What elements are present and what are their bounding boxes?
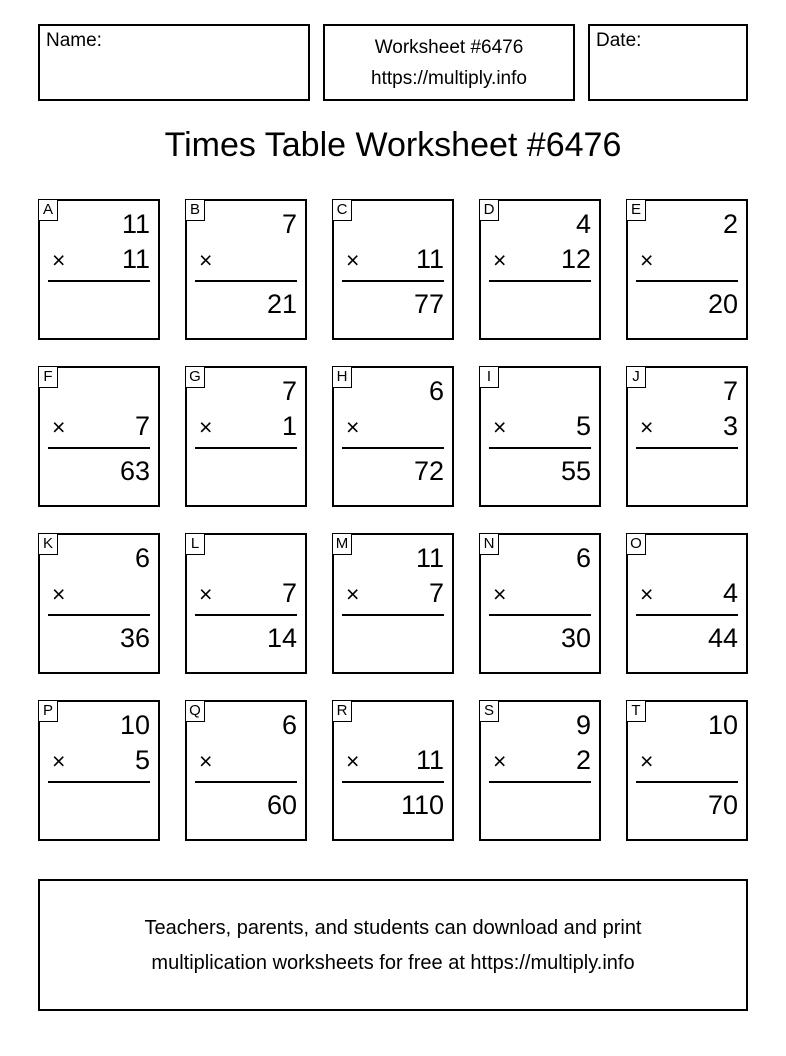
problem-card xyxy=(332,533,454,674)
multiplier: 2 xyxy=(575,745,591,775)
answer-line xyxy=(489,280,591,282)
multiply-sign: × xyxy=(346,414,360,440)
multiply-sign: × xyxy=(346,247,360,273)
date-label: Date: xyxy=(596,30,642,51)
answer-line xyxy=(195,447,297,449)
date-field-box xyxy=(588,24,748,101)
problem-card xyxy=(38,700,160,841)
product: 44 xyxy=(707,623,738,653)
answer-line xyxy=(195,280,297,282)
multiplier: 7 xyxy=(281,578,297,608)
multiplier: 1 xyxy=(281,411,297,441)
product: 70 xyxy=(707,790,738,820)
problem-card xyxy=(479,700,601,841)
multiply-sign: × xyxy=(493,581,507,607)
worksheet-id-box xyxy=(323,24,575,101)
answer-line xyxy=(342,280,444,282)
problem-card xyxy=(626,366,748,507)
multiply-sign: × xyxy=(199,748,213,774)
product: 36 xyxy=(119,623,150,653)
answer-line xyxy=(48,280,150,282)
problem-letter: N xyxy=(479,533,499,555)
problem-letter: F xyxy=(38,366,58,388)
multiplicand: 6 xyxy=(134,543,150,573)
answer-line xyxy=(48,614,150,616)
problem-letter: A xyxy=(38,199,58,221)
problem-card xyxy=(332,700,454,841)
worksheet-url: https://multiply.info xyxy=(371,68,527,89)
multiplicand: 11 xyxy=(121,209,150,239)
multiplier: 3 xyxy=(722,411,738,441)
multiplier: 5 xyxy=(575,411,591,441)
multiply-sign: × xyxy=(640,581,654,607)
multiply-sign: × xyxy=(640,748,654,774)
multiplier: 11 xyxy=(121,244,150,274)
multiply-sign: × xyxy=(199,581,213,607)
page-title: Times Table Worksheet #6476 xyxy=(164,126,622,164)
problem-letter: S xyxy=(479,700,499,722)
multiplicand: 2 xyxy=(722,209,738,239)
problem-card xyxy=(38,533,160,674)
product: 63 xyxy=(119,456,150,486)
answer-line xyxy=(342,614,444,616)
product: 110 xyxy=(400,790,444,820)
multiply-sign: × xyxy=(640,414,654,440)
product: 21 xyxy=(266,289,297,319)
multiplicand: 9 xyxy=(575,710,591,740)
multiplicand: 7 xyxy=(722,376,738,406)
problem-letter: B xyxy=(185,199,205,221)
problem-letter: M xyxy=(332,533,352,555)
problem-letter: G xyxy=(185,366,205,388)
problem-card xyxy=(38,366,160,507)
problem-card xyxy=(185,199,307,340)
problem-letter: I xyxy=(479,366,499,388)
multiplicand: 11 xyxy=(415,543,444,573)
problem-letter: C xyxy=(332,199,352,221)
answer-line xyxy=(195,614,297,616)
name-field-box xyxy=(38,24,310,101)
multiply-sign: × xyxy=(52,247,66,273)
product: 72 xyxy=(413,456,444,486)
problem-card xyxy=(185,533,307,674)
multiplier: 11 xyxy=(415,244,444,274)
multiplier: 7 xyxy=(428,578,444,608)
problem-letter: O xyxy=(626,533,646,555)
problem-letter: L xyxy=(185,533,205,555)
footer-line-1: Teachers, parents, and students can download and print xyxy=(144,917,642,939)
problem-letter: P xyxy=(38,700,58,722)
multiplicand: 6 xyxy=(281,710,297,740)
multiplier: 12 xyxy=(560,244,591,274)
footer-line-2: multiplication worksheets for free at https://multiply.info xyxy=(151,952,635,974)
multiply-sign: × xyxy=(346,748,360,774)
multiply-sign: × xyxy=(199,247,213,273)
problem-card xyxy=(332,199,454,340)
problem-card xyxy=(626,533,748,674)
problem-letter: Q xyxy=(185,700,205,722)
problem-letter: E xyxy=(626,199,646,221)
problem-card xyxy=(332,366,454,507)
multiply-sign: × xyxy=(199,414,213,440)
multiply-sign: × xyxy=(493,414,507,440)
problem-letter: H xyxy=(332,366,352,388)
multiplicand: 7 xyxy=(281,376,297,406)
product: 14 xyxy=(266,623,297,653)
multiply-sign: × xyxy=(52,581,66,607)
problem-card xyxy=(479,199,601,340)
multiplicand: 10 xyxy=(707,710,738,740)
multiply-sign: × xyxy=(346,581,360,607)
multiplier: 11 xyxy=(415,745,444,775)
multiply-sign: × xyxy=(493,748,507,774)
answer-line xyxy=(48,781,150,783)
multiplier: 7 xyxy=(134,411,150,441)
multiplicand: 4 xyxy=(575,209,591,239)
multiply-sign: × xyxy=(52,748,66,774)
problem-card xyxy=(479,366,601,507)
answer-line xyxy=(195,781,297,783)
answer-line xyxy=(489,781,591,783)
multiplier: 4 xyxy=(722,578,738,608)
multiplicand: 6 xyxy=(575,543,591,573)
multiplicand: 10 xyxy=(119,710,150,740)
multiply-sign: × xyxy=(493,247,507,273)
multiplicand: 6 xyxy=(428,376,444,406)
problem-letter: R xyxy=(332,700,352,722)
problem-card xyxy=(479,533,601,674)
problem-card xyxy=(38,199,160,340)
product: 55 xyxy=(560,456,591,486)
answer-line xyxy=(489,447,591,449)
problem-letter: J xyxy=(626,366,646,388)
answer-line xyxy=(342,781,444,783)
multiplicand: 7 xyxy=(281,209,297,239)
answer-line xyxy=(636,280,738,282)
answer-line xyxy=(636,447,738,449)
footer-box xyxy=(38,879,748,1011)
answer-line xyxy=(48,447,150,449)
problem-letter: K xyxy=(38,533,58,555)
multiply-sign: × xyxy=(52,414,66,440)
problem-card xyxy=(626,199,748,340)
product: 60 xyxy=(266,790,297,820)
problem-card xyxy=(185,366,307,507)
multiply-sign: × xyxy=(640,247,654,273)
product: 20 xyxy=(707,289,738,319)
answer-line xyxy=(636,781,738,783)
product: 30 xyxy=(560,623,591,653)
multiplier: 5 xyxy=(134,745,150,775)
worksheet-number: Worksheet #6476 xyxy=(374,37,524,58)
name-label: Name: xyxy=(46,30,102,51)
problem-card xyxy=(185,700,307,841)
answer-line xyxy=(489,614,591,616)
problem-card xyxy=(626,700,748,841)
problem-letter: D xyxy=(479,199,499,221)
problem-letter: T xyxy=(626,700,646,722)
answer-line xyxy=(636,614,738,616)
answer-line xyxy=(342,447,444,449)
product: 77 xyxy=(413,289,444,319)
